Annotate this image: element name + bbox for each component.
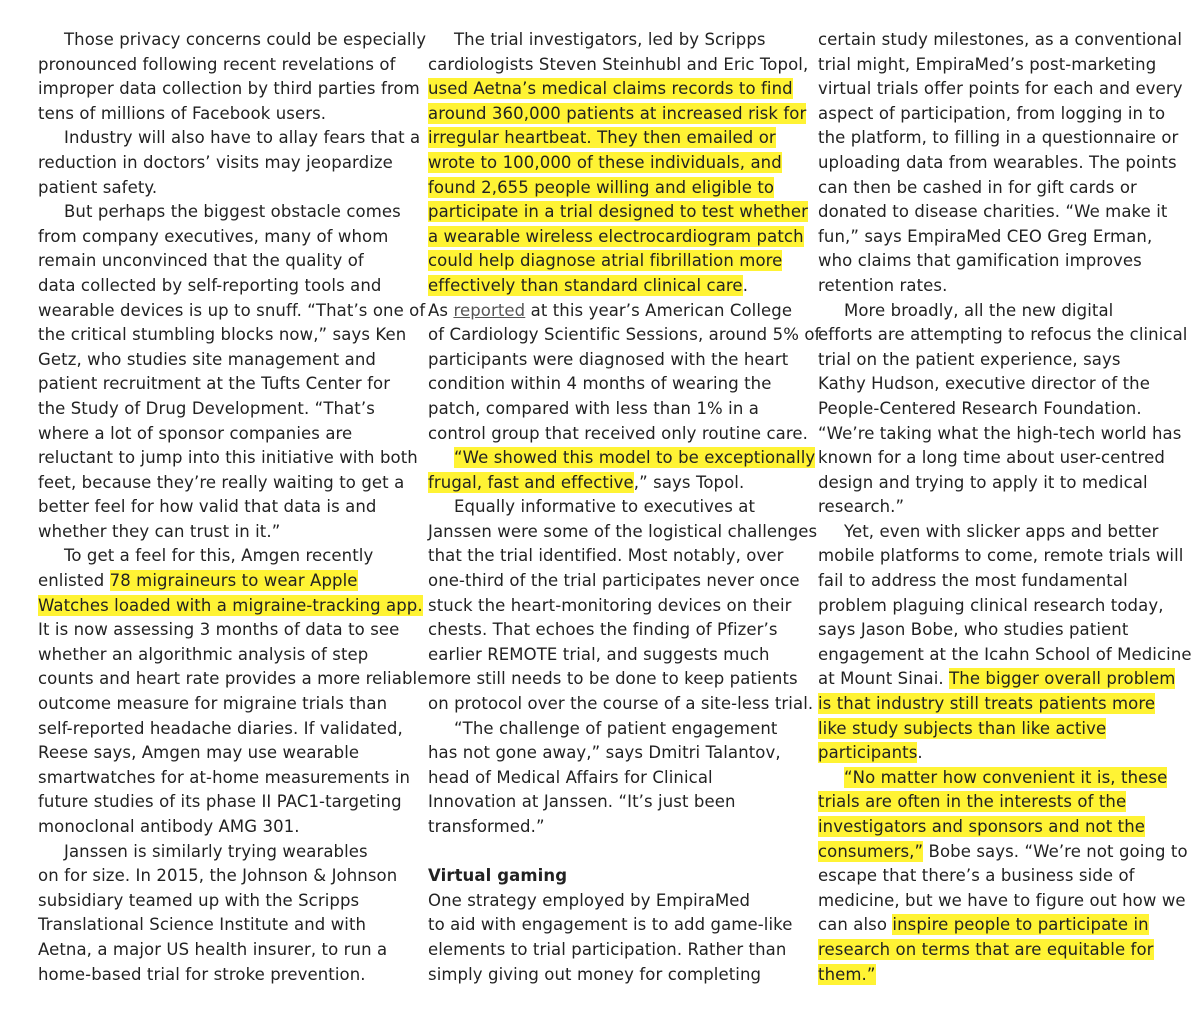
text-line	[38, 200, 410, 225]
text-line	[38, 889, 410, 914]
body-text: “The challenge of patient engagement	[454, 718, 778, 738]
text-line	[428, 643, 800, 668]
text-line	[818, 151, 1190, 176]
body-text: tens of millions of Facebook users.	[38, 103, 327, 123]
text-line	[818, 766, 1190, 791]
body-text: Translational Science Institute and with	[38, 915, 367, 935]
body-text: Kathy Hudson, executive director of the	[818, 374, 1150, 394]
highlighted-text: them.”	[818, 964, 876, 984]
column-left	[38, 28, 428, 987]
body-text: monoclonal antibody AMG 301.	[38, 817, 300, 836]
column-right	[818, 28, 1190, 987]
text-line	[818, 397, 1190, 422]
body-text: control group that received only routine care.	[428, 423, 808, 443]
text-line	[38, 963, 410, 988]
text-line	[818, 520, 1190, 545]
section-heading: Virtual gaming	[428, 866, 568, 886]
text-line	[818, 913, 1190, 938]
text-line	[38, 225, 410, 250]
body-text: whether they can trust in it.”	[38, 521, 281, 541]
text-line	[818, 840, 1190, 865]
highlighted-text: wrote to 100,000 of these individuals, and	[428, 152, 782, 172]
text-line	[818, 667, 1190, 692]
text-line	[428, 790, 800, 815]
text-line	[428, 299, 800, 324]
text-line	[818, 618, 1190, 643]
highlighted-text: participants	[818, 743, 918, 763]
text-line	[428, 225, 804, 250]
text-line	[428, 667, 800, 692]
text-line	[428, 717, 800, 742]
body-text: head of Medical Affairs for Clinical	[428, 767, 713, 787]
body-text: better feel for how valid that data is and	[38, 497, 377, 517]
text-line	[38, 274, 410, 299]
text-line	[428, 889, 800, 914]
body-text: More broadly, all the new digital	[844, 300, 1114, 320]
text-line	[38, 348, 410, 373]
text-line	[818, 249, 1190, 274]
body-text: .	[742, 275, 749, 295]
text-line	[428, 274, 800, 299]
highlighted-text: inspire people to participate in	[892, 915, 1149, 935]
body-text: engagement at the Icahn School of Medicine	[818, 644, 1192, 664]
body-text: problem plaguing clinical research today,	[818, 595, 1164, 615]
text-line	[818, 864, 1190, 889]
body-text: Janssen were some of the logistical challenges	[428, 521, 818, 541]
body-text: improper data collection by third parties from	[38, 79, 420, 99]
text-line	[38, 372, 410, 397]
body-text: To get a feel for this, Amgen recently	[64, 546, 374, 566]
text-line	[38, 741, 410, 766]
body-text: patch, compared with less than 1% in a	[428, 398, 759, 418]
text-line	[38, 790, 410, 815]
text-line	[428, 422, 808, 447]
text-line	[38, 102, 410, 127]
text-line	[38, 422, 410, 447]
text-line	[428, 864, 800, 889]
text-line	[428, 618, 800, 643]
text-line	[38, 397, 410, 422]
body-text: Aetna, a major US health insurer, to run a	[38, 939, 388, 959]
highlighted-text: a wearable wireless electrocardiogram patch	[428, 226, 804, 246]
text-line	[38, 249, 410, 274]
text-line	[818, 594, 1190, 619]
text-line	[428, 692, 814, 717]
text-line	[38, 77, 420, 102]
text-line	[818, 299, 1190, 324]
highlighted-text: consumers,”	[818, 841, 924, 861]
text-line	[818, 422, 1190, 447]
body-text: ,” says Topol.	[633, 472, 745, 492]
highlighted-text: effectively than standard clinical care	[428, 275, 743, 295]
body-text: at this year’s American College	[525, 300, 793, 320]
body-text: escape that there’s a business side of	[818, 866, 1135, 886]
body-text: trial might, EmpiraMed’s post-marketing	[818, 54, 1157, 74]
body-text: research.”	[818, 497, 905, 517]
body-text: fun,” says EmpiraMed CEO Greg Erman,	[818, 226, 1153, 246]
body-text: chests. That echoes the finding of Pfizer’s	[428, 620, 778, 640]
text-line	[818, 544, 1190, 569]
text-line	[428, 348, 800, 373]
body-text: the platform, to filling in a questionnaire or	[818, 128, 1179, 148]
text-line	[818, 126, 1190, 151]
body-text: As	[428, 300, 454, 320]
text-line	[818, 963, 1190, 988]
highlighted-text: Watches loaded with a migraine-tracking app.	[38, 595, 423, 615]
body-text: “We’re taking what the high-tech world has	[818, 423, 1182, 443]
body-text: fail to address the most fundamental	[818, 571, 1128, 591]
body-text: Reese says, Amgen may use wearable	[38, 743, 360, 763]
body-text: transformed.”	[428, 817, 545, 836]
text-line	[818, 28, 1190, 53]
body-text: where a lot of sponsor companies are	[38, 423, 353, 443]
text-line	[818, 471, 1190, 496]
body-text: can also	[818, 915, 893, 935]
body-text: condition within 4 months of wearing the	[428, 374, 772, 394]
body-text: on for size. In 2015, the Johnson & Johnson	[38, 866, 398, 886]
text-line	[38, 840, 410, 865]
text-line	[818, 77, 1190, 102]
text-line	[818, 495, 1190, 520]
highlighted-text: The bigger overall problem	[949, 669, 1176, 689]
body-text: future studies of its phase II PAC1-targeting	[38, 792, 402, 812]
highlighted-text: “No matter how convenient it is, these	[844, 767, 1168, 787]
highlighted-text: frugal, fast and effective	[428, 472, 634, 492]
body-text: says Jason Bobe, who studies patient	[818, 620, 1129, 640]
body-text: design and trying to apply it to medical	[818, 472, 1148, 492]
text-line	[818, 102, 1190, 127]
body-text: simply giving out money for completing	[428, 964, 762, 984]
text-line	[38, 815, 410, 840]
text-line	[38, 28, 427, 53]
text-line	[428, 53, 809, 78]
text-line	[38, 151, 410, 176]
text-line	[428, 249, 800, 274]
text-line	[428, 520, 818, 545]
text-line	[428, 323, 821, 348]
highlighted-text: 78 migraineurs to wear Apple	[109, 571, 358, 591]
text-line	[38, 299, 426, 324]
body-text: certain study milestones, as a conventional	[818, 30, 1183, 49]
paragraph-gap	[428, 840, 800, 865]
body-text: participants were diagnosed with the heart	[428, 349, 789, 369]
body-text: more still needs to be done to keep patients	[428, 669, 798, 689]
body-text: from company executives, many of whom	[38, 226, 389, 246]
text-line	[38, 126, 421, 151]
highlighted-text: used Aetna’s medical claims records to find	[428, 79, 793, 99]
text-line	[38, 471, 410, 496]
body-text: mobile platforms to come, remote trials will	[818, 546, 1184, 566]
text-line	[428, 741, 800, 766]
body-text: known for a long time about user-centred	[818, 448, 1165, 468]
body-text: Equally informative to executives at	[454, 497, 756, 517]
body-text: Janssen is similarly trying wearables	[64, 841, 368, 861]
body-text: at Mount Sinai.	[818, 669, 950, 689]
text-line	[428, 176, 800, 201]
text-line	[38, 569, 410, 594]
body-text: efforts are attempting to refocus the clinical	[818, 325, 1188, 345]
body-text: donated to disease charities. “We make it	[818, 202, 1168, 222]
highlighted-text: participate in a trial designed to test whether	[428, 202, 808, 222]
body-text: It is now assessing 3 months of data to see	[38, 620, 400, 640]
text-line	[428, 569, 800, 594]
body-text: can then be cashed in for gift cards or	[818, 177, 1137, 197]
body-text: patient safety.	[38, 177, 158, 197]
highlighted-text: trials are often in the interests of the	[818, 792, 1127, 812]
text-line	[428, 471, 800, 496]
body-text: Getz, who studies site management and	[38, 349, 376, 369]
body-text: home-based trial for stroke prevention.	[38, 964, 366, 984]
text-line	[428, 200, 808, 225]
text-line	[38, 323, 410, 348]
body-text: earlier REMOTE trial, and suggests much	[428, 644, 770, 664]
text-line	[428, 102, 807, 127]
highlighted-text: irregular heartbeat. They then emailed or	[428, 128, 776, 148]
text-line	[428, 397, 800, 422]
body-text: one-third of the trial participates never once	[428, 571, 800, 591]
text-line	[428, 594, 800, 619]
text-line	[38, 717, 410, 742]
text-line	[818, 692, 1190, 717]
text-line	[38, 544, 410, 569]
body-text: retention rates.	[818, 275, 948, 295]
text-line	[428, 151, 800, 176]
text-line	[38, 594, 423, 619]
body-text: who claims that gamification improves	[818, 251, 1142, 271]
body-text: remain unconvinced that the quality of	[38, 251, 364, 271]
reported-link[interactable]: reported	[453, 300, 526, 320]
highlighted-text: is that industry still treats patients more	[818, 694, 1156, 714]
text-line	[818, 569, 1190, 594]
highlighted-text: “We showed this model to be exceptionally	[454, 448, 816, 468]
body-text: has not gone away,” says Dmitri Talantov,	[428, 743, 781, 763]
body-text: Bobe says. “We’re not going to	[923, 841, 1188, 861]
text-line	[38, 446, 418, 471]
body-text: cardiologists Steven Steinhubl and Eric Topol,	[428, 54, 809, 74]
body-text: smartwatches for at-home measurements in	[38, 767, 411, 787]
highlighted-text: like study subjects than like active	[818, 718, 1107, 738]
text-line	[818, 643, 1190, 668]
body-text: The trial investigators, led by Scripps	[454, 30, 766, 49]
text-line	[818, 938, 1190, 963]
text-line	[428, 766, 800, 791]
body-text: trial on the patient experience, says	[818, 349, 1121, 369]
text-line	[38, 495, 410, 520]
text-line	[818, 274, 1190, 299]
body-text: enlisted	[38, 571, 110, 591]
body-text: wearable devices is up to snuff. “That’s one of	[38, 300, 426, 320]
text-line	[428, 372, 800, 397]
text-line	[428, 544, 800, 569]
highlighted-text: could help diagnose atrial fibrillation more	[428, 251, 783, 271]
body-text: outcome measure for migraine trials than	[38, 694, 388, 714]
text-line	[818, 348, 1190, 373]
body-text: data collected by self-reporting tools and	[38, 275, 382, 295]
text-line	[38, 692, 410, 717]
text-line	[428, 126, 800, 151]
text-line	[428, 815, 800, 840]
body-text: medicine, but we have to figure out how we	[818, 890, 1186, 910]
body-text: of Cardiology Scientific Sessions, around 5% of	[428, 325, 821, 345]
text-line	[38, 53, 410, 78]
body-text: One strategy employed by EmpiraMed	[428, 890, 751, 910]
text-line	[818, 815, 1190, 840]
text-line	[38, 643, 410, 668]
text-line	[428, 77, 800, 102]
text-line	[38, 618, 410, 643]
body-text: People-Centered Research Foundation.	[818, 398, 1142, 418]
text-line	[818, 741, 1190, 766]
text-line	[38, 938, 410, 963]
text-line	[818, 372, 1190, 397]
body-text: stuck the heart-monitoring devices on their	[428, 595, 792, 615]
body-text: elements to trial participation. Rather than	[428, 939, 787, 959]
highlighted-text: investigators and sponsors and not the	[818, 817, 1146, 836]
text-line	[428, 913, 800, 938]
text-line	[428, 446, 816, 471]
column-middle	[428, 28, 821, 987]
body-text: .	[917, 743, 923, 763]
text-line	[818, 200, 1190, 225]
body-text: on protocol over the course of a site-less trial.	[428, 694, 814, 714]
body-text: But perhaps the biggest obstacle comes	[64, 202, 401, 222]
body-text: Innovation at Janssen. “It’s just been	[428, 792, 736, 812]
text-line	[818, 717, 1190, 742]
body-text: Those privacy concerns could be especially	[64, 30, 427, 49]
text-line	[428, 28, 800, 53]
text-line	[818, 176, 1190, 201]
body-text: virtual trials offer points for each and every	[818, 79, 1183, 99]
highlighted-text: around 360,000 patients at increased risk for	[428, 103, 807, 123]
text-line	[38, 667, 428, 692]
body-text: patient recruitment at the Tufts Center for	[38, 374, 391, 394]
text-line	[38, 176, 410, 201]
body-text: reduction in doctors’ visits may jeopardize	[38, 152, 393, 172]
text-line	[38, 913, 410, 938]
body-text: Industry will also have to allay fears that a	[64, 128, 421, 148]
body-text: subsidiary teamed up with the Scripps	[38, 890, 360, 910]
text-line	[818, 323, 1190, 348]
body-text: uploading data from wearables. The points	[818, 152, 1177, 172]
text-line	[818, 225, 1190, 250]
body-text: that the trial identified. Most notably, over	[428, 546, 784, 566]
body-text: whether an algorithmic analysis of step	[38, 644, 369, 664]
highlighted-text: research on terms that are equitable for	[818, 939, 1154, 959]
body-text: Yet, even with slicker apps and better	[844, 521, 1159, 541]
body-text: to aid with engagement is to add game-like	[428, 915, 793, 935]
body-text: the critical stumbling blocks now,” says Ken	[38, 325, 407, 345]
text-line	[428, 938, 800, 963]
highlighted-text: found 2,655 people willing and eligible to	[428, 177, 775, 197]
body-text: counts and heart rate provides a more reliable	[38, 669, 428, 689]
body-text: self-reported headache diaries. If validated,	[38, 718, 403, 738]
text-line	[38, 520, 410, 545]
text-line	[38, 864, 410, 889]
text-line	[428, 963, 800, 988]
text-line	[38, 766, 410, 791]
body-text: reluctant to jump into this initiative with both	[38, 448, 418, 468]
text-line	[818, 446, 1190, 471]
body-text: pronounced following recent revelations of	[38, 54, 396, 74]
body-text: the Study of Drug Development. “That’s	[38, 398, 375, 418]
text-line	[818, 53, 1190, 78]
text-line	[818, 889, 1190, 914]
body-text: aspect of participation, from logging in to	[818, 103, 1166, 123]
body-text: feet, because they’re really waiting to get a	[38, 472, 405, 492]
text-line	[428, 495, 800, 520]
text-line	[818, 790, 1190, 815]
